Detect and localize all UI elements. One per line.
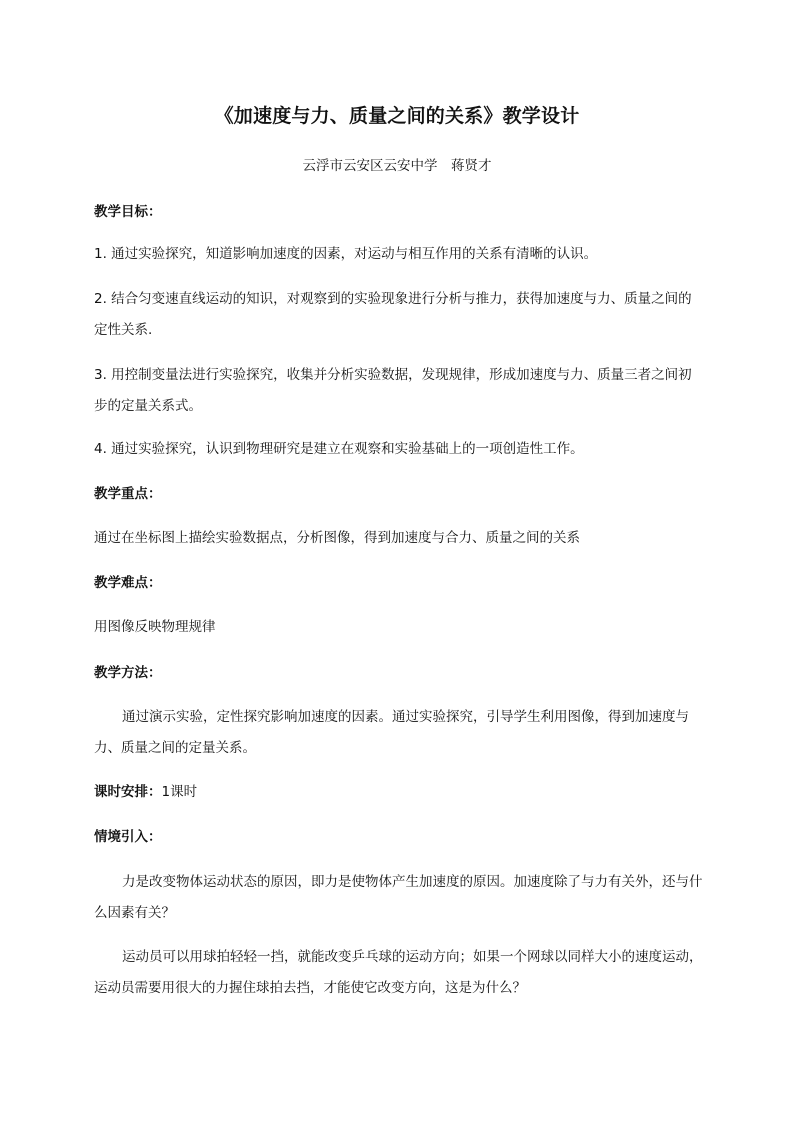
schedule-value: 1课时 xyxy=(161,784,198,800)
intro-paragraph-1: 力是改变物体运动状态的原因，即力是使物体产生加速度的原因。加速度除了与力有关外，还与什么因素有关？ xyxy=(94,874,703,921)
methods-text: 通过演示实验，定性探究影响加速度的因素。通过实验探究，引导学生利用图像，得到加速度与力、质量之间的定量关系。 xyxy=(94,709,689,756)
objective-item-2: 2. 结合匀变速直线运动的知识，对观察到的实验现象进行分析与推力，获得加速度与力、质量之间的定性关系. xyxy=(94,291,692,338)
key-points-heading: 教学重点： xyxy=(94,486,162,502)
objective-item-3: 3. 用控制变量法进行实验探究，收集并分析实验数据，发现规律，形成加速度与力、质量三者之间初步的定量关系式。 xyxy=(94,367,692,414)
key-points-text: 通过在坐标图上描绘实验数据点，分析图像，得到加速度与合力、质量之间的关系 xyxy=(94,530,580,546)
difficulties-heading: 教学难点： xyxy=(94,575,162,591)
schedule-line xyxy=(94,777,704,808)
difficulties-text: 用图像反映物理规律 xyxy=(94,619,216,635)
intro-paragraph-2: 运动员可以用球拍轻轻一挡，就能改变乒乓球的运动方向；如果一个网球以同样大小的速度运动，运动员需要用很大的力握住球拍去挡，才能使它改变方向，这是为什么？ xyxy=(94,949,703,996)
methods-heading: 教学方法： xyxy=(94,665,162,681)
author-line: 云浮市云安区云安中学 蒋贤才 xyxy=(302,158,492,174)
intro-heading: 情境引入： xyxy=(94,829,162,845)
document-title: 《加速度与力、质量之间的关系》教学设计 xyxy=(214,105,580,127)
objective-item-1: 1. 通过实验探究，知道影响加速度的因素，对运动与相互作用的关系有清晰的认识。 xyxy=(94,246,598,262)
schedule-label: 课时安排： xyxy=(94,784,162,800)
objectives-heading: 教学目标： xyxy=(94,204,162,220)
objective-item-4: 4. 通过实验探究，认识到物理研究是建立在观察和实验基础上的一项创造性工作。 xyxy=(94,441,584,457)
